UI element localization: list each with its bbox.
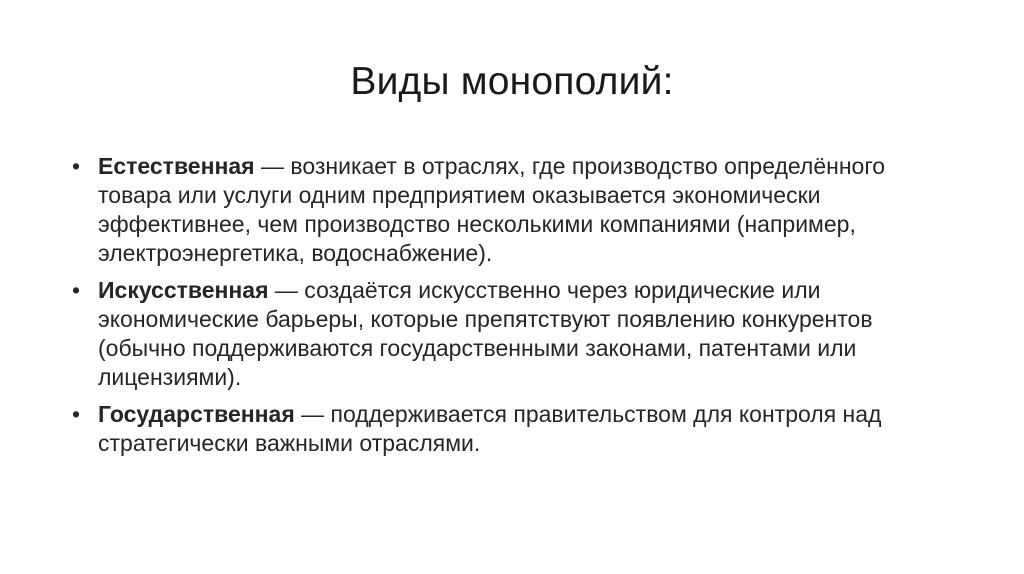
bullet-term: Искусственная xyxy=(98,277,269,303)
bullet-text: — поддерживается правительством для контроля над стратегически важными отраслями. xyxy=(98,401,882,456)
bullet-item-artificial xyxy=(72,276,952,392)
bullet-item-state xyxy=(72,400,952,458)
bullet-text: — создаётся искусственно через юридические или экономические барьеры, которые препятствуют появлению конкурентов (обычно поддерживаются государственными законами, патентами или лицензиями). xyxy=(98,277,873,390)
bullet-list xyxy=(72,152,952,466)
bullet-item-natural xyxy=(72,152,952,268)
bullet-dot-icon: • xyxy=(72,277,81,303)
bullet-dot-icon: • xyxy=(72,401,81,427)
slide-title: Виды монополий: xyxy=(350,60,674,103)
bullet-dot-icon: • xyxy=(72,153,81,179)
bullet-term: Государственная xyxy=(98,401,295,427)
bullet-term: Естественная xyxy=(98,153,255,179)
bullet-text: — возникает в отраслях, где производство определённого товара или услуги одним предприятием оказывается экономически эффективнее, чем производство несколькими компаниями (например, электроэнергетика, водоснабжение). xyxy=(98,153,886,266)
